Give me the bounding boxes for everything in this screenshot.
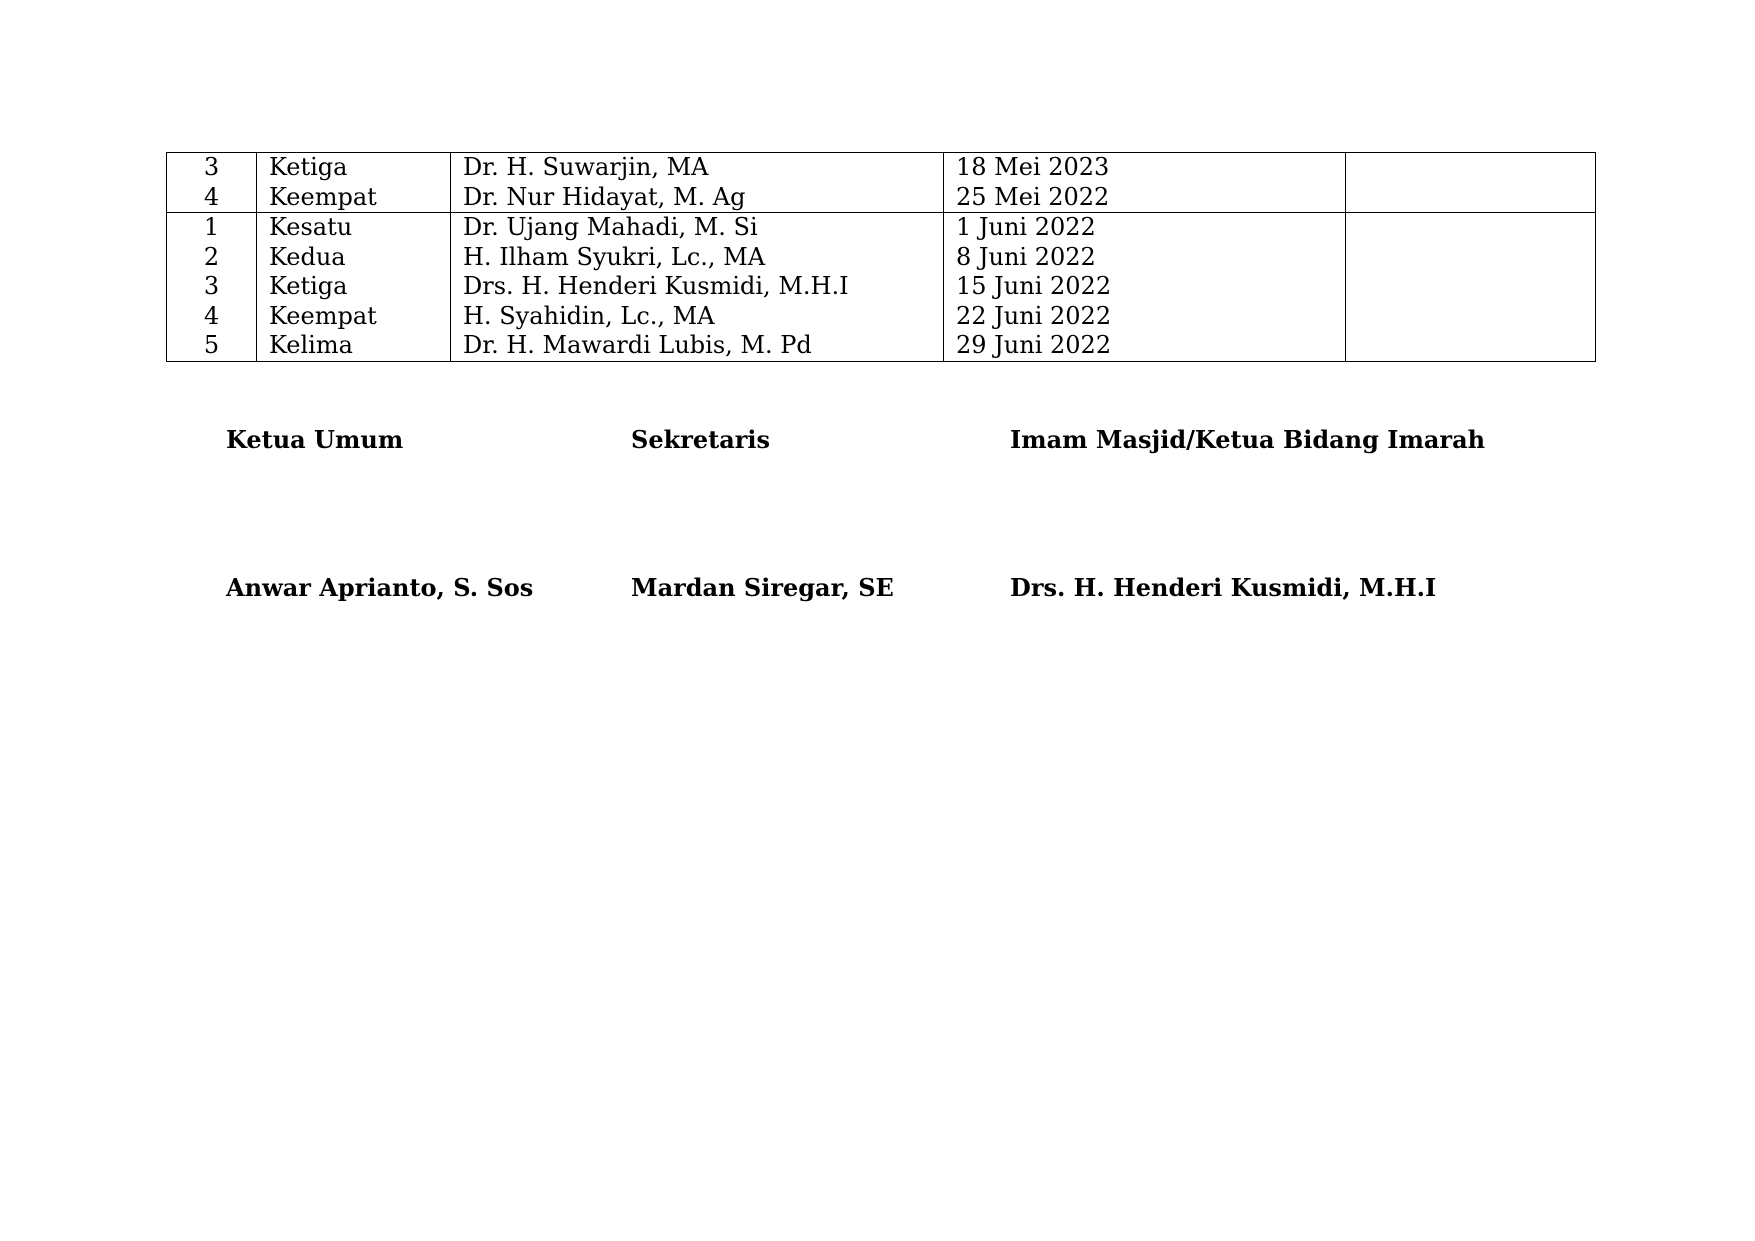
signature-title: Ketua Umum <box>226 425 404 454</box>
row-number: 5 <box>167 331 257 361</box>
row-week: Ketiga <box>257 272 451 302</box>
table-row <box>167 331 1596 361</box>
row-imam-name: Drs. H. Henderi Kusmidi, M.H.I <box>451 272 944 302</box>
row-date: 15 Juni 2022 <box>944 272 1346 302</box>
table-row <box>167 153 1596 183</box>
row-imam-name: H. Syahidin, Lc., MA <box>451 302 944 332</box>
table-row <box>167 243 1596 273</box>
signature-section <box>226 424 1546 624</box>
schedule-table <box>166 152 1596 362</box>
row-notes <box>1346 213 1596 243</box>
row-imam-name: Dr. H. Mawardi Lubis, M. Pd <box>451 331 944 361</box>
row-notes <box>1346 302 1596 332</box>
row-number: 3 <box>167 153 257 183</box>
row-notes <box>1346 243 1596 273</box>
table-row <box>167 302 1596 332</box>
row-notes <box>1346 272 1596 302</box>
row-week: Kelima <box>257 331 451 361</box>
row-number: 4 <box>167 183 257 213</box>
row-imam-name: H. Ilham Syukri, Lc., MA <box>451 243 944 273</box>
row-date: 8 Juni 2022 <box>944 243 1346 273</box>
table-row <box>167 272 1596 302</box>
row-notes <box>1346 183 1596 213</box>
row-date: 22 Juni 2022 <box>944 302 1346 332</box>
table-row <box>167 183 1596 213</box>
row-number: 2 <box>167 243 257 273</box>
row-number: 1 <box>167 213 257 243</box>
row-week: Kesatu <box>257 213 451 243</box>
table-group-may <box>167 153 1596 213</box>
row-imam-name: Dr. Ujang Mahadi, M. Si <box>451 213 944 243</box>
signature-title: Imam Masjid/Ketua Bidang Imarah <box>1010 425 1486 454</box>
row-notes <box>1346 153 1596 183</box>
signature-name: Drs. H. Henderi Kusmidi, M.H.I <box>1010 573 1437 602</box>
row-notes <box>1346 331 1596 361</box>
signature-title: Sekretaris <box>631 425 771 454</box>
row-date: 18 Mei 2023 <box>944 153 1346 183</box>
row-imam-name: Dr. Nur Hidayat, M. Ag <box>451 183 944 213</box>
row-number: 3 <box>167 272 257 302</box>
row-week: Keempat <box>257 302 451 332</box>
row-date: 1 Juni 2022 <box>944 213 1346 243</box>
table-group-june <box>167 213 1596 362</box>
signature-name: Anwar Aprianto, S. Sos <box>226 573 534 602</box>
row-imam-name: Dr. H. Suwarjin, MA <box>451 153 944 183</box>
row-date: 29 Juni 2022 <box>944 331 1346 361</box>
row-date: 25 Mei 2022 <box>944 183 1346 213</box>
row-week: Ketiga <box>257 153 451 183</box>
row-week: Kedua <box>257 243 451 273</box>
row-number: 4 <box>167 302 257 332</box>
signature-name: Mardan Siregar, SE <box>631 573 894 602</box>
row-week: Keempat <box>257 183 451 213</box>
table-row <box>167 213 1596 243</box>
